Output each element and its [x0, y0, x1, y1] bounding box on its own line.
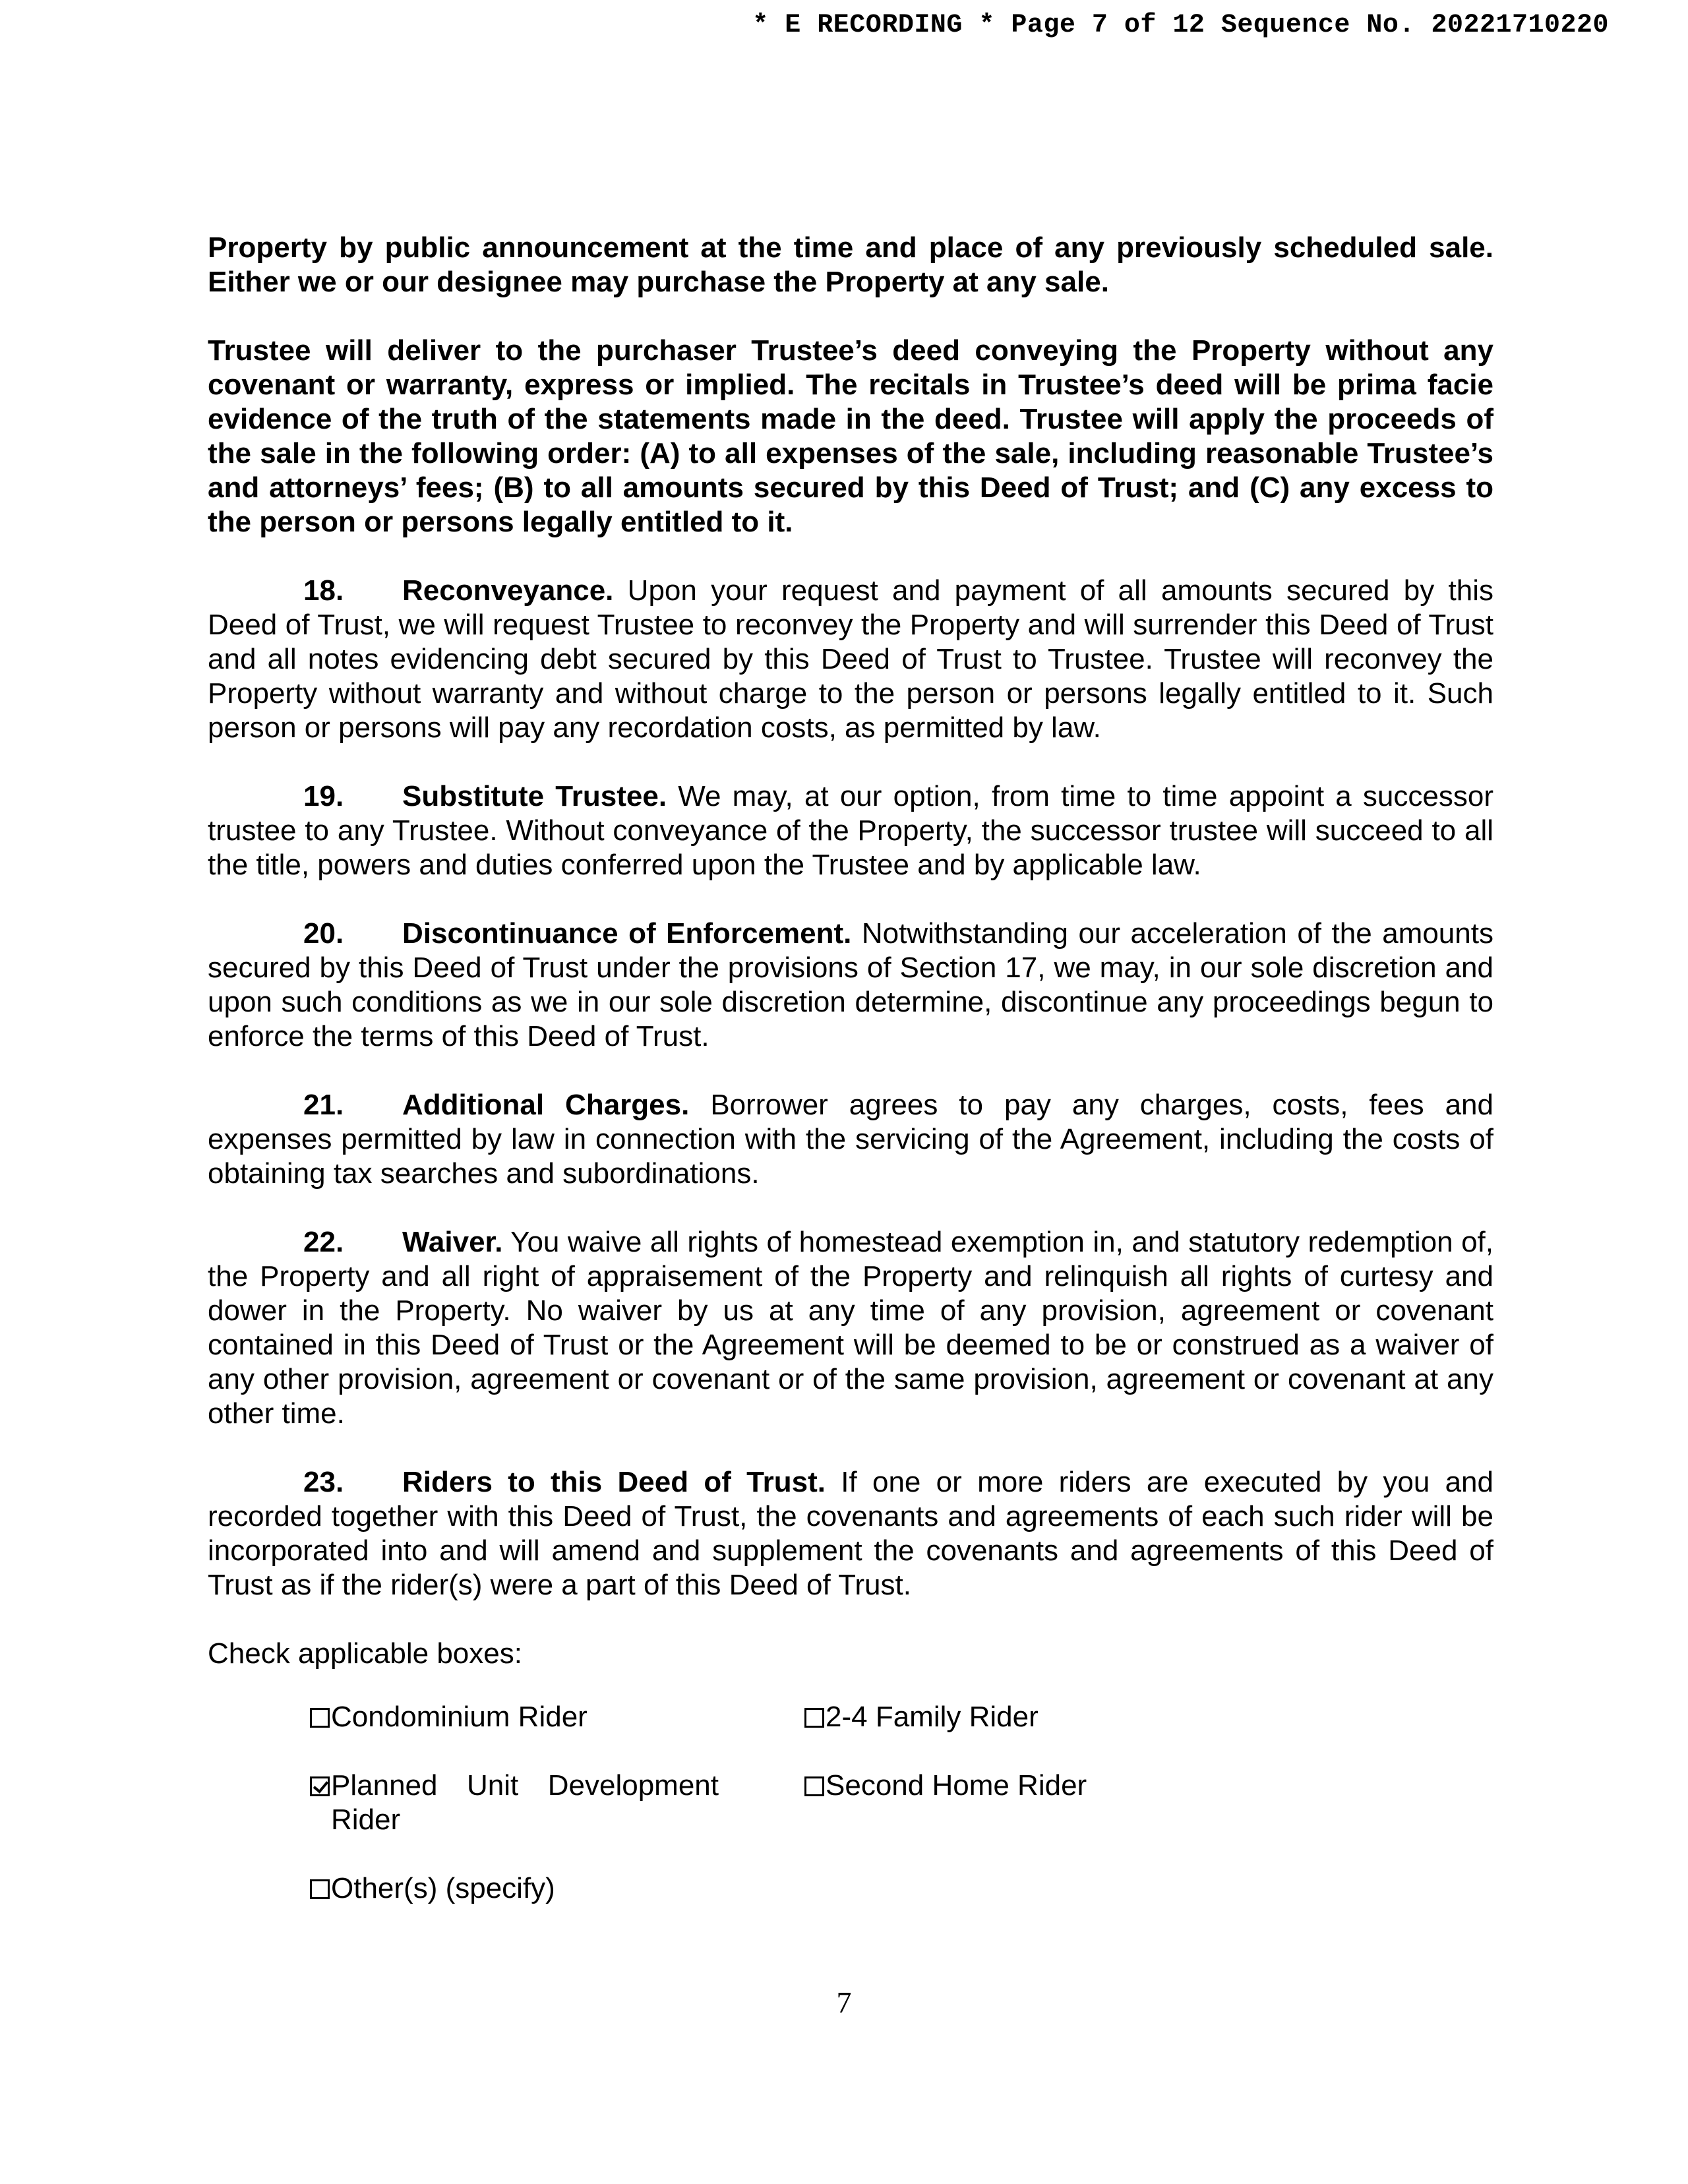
section-19	[208, 779, 1493, 882]
checkbox[interactable]	[804, 1708, 824, 1728]
document-body	[208, 231, 1493, 1951]
condominium-rider-option[interactable]	[310, 1700, 588, 1734]
checkbox-label: Planned Unit Development Rider	[331, 1769, 719, 1836]
checkbox[interactable]	[310, 1879, 330, 1899]
planned-unit-development-rider-option[interactable]	[310, 1769, 719, 1837]
section-title: Additional Charges.	[402, 1089, 690, 1121]
section-body: You waive all rights of homestead exemption in, and statutory redemption of, the Property and all right of appraisement of the Property and relinquish all rights of curtesy and dower in the Property. No waiver by us at any time of any provision, agreement or covenant contained in this Deed of Trust or the Agreement will be deemed to be or construed as a waiver of any other provision, agreement or covenant or of the same provision, agreement or covenant at any other time.	[208, 1226, 1493, 1430]
checkbox-label: Second Home Rider	[826, 1769, 1087, 1802]
checkbox[interactable]	[310, 1708, 330, 1728]
section-title: Substitute Trustee.	[402, 780, 667, 812]
section-body: We may, at our option, from time to time appoint a successor trustee to any Trustee. Without conveyance of the Property, the successor trustee will succeed to all the title, powers and duties conferred upon the Trustee and by applicable law.	[208, 780, 1493, 881]
family-rider-option[interactable]	[804, 1700, 1039, 1734]
section-number: 23.	[303, 1466, 344, 1498]
section-number: 22.	[303, 1226, 344, 1258]
recording-header: * E RECORDING * Page 7 of 12 Sequence No. 20221710220	[752, 11, 1609, 40]
section-title: Riders to this Deed of Trust.	[402, 1466, 826, 1498]
section-number: 21.	[303, 1089, 344, 1121]
section-body: If one or more riders are executed by you and recorded together with this Deed of Trust, the covenants and agreements of each such rider will be incorporated into and will amend and supplement the covenants and agreements of this Deed of Trust as if the rider(s) were a part of this Deed of Trust.	[208, 1466, 1493, 1601]
continued-paragraph: Property by public announcement at the time and place of any previously scheduled sale. Either we or our designee may purchase the Property at any sale.	[208, 231, 1493, 298]
checkbox[interactable]	[804, 1776, 824, 1796]
section-body: Notwithstanding our acceleration of the amounts secured by this Deed of Trust under the provisions of Section 17, we may, in our sole discretion and upon such conditions as we in our sole discretion determine, discontinue any proceedings begun to enforce the terms of this Deed of Trust.	[208, 917, 1493, 1052]
checkbox-label: 2-4 Family Rider	[826, 1701, 1039, 1733]
checkbox-label: Condominium Rider	[331, 1701, 588, 1733]
section-21	[208, 1088, 1493, 1191]
other-rider-option[interactable]	[310, 1871, 555, 1906]
section-number: 20.	[303, 917, 344, 950]
section-20	[208, 917, 1493, 1054]
checkbox-intro: Check applicable boxes:	[208, 1637, 522, 1670]
section-body: Upon your request and payment of all amounts secured by this Deed of Trust, we will request Trustee to reconvey the Property and will surrender this Deed of Trust and all notes evidencing debt secured by this Deed of Trust to Trustee. Trustee will reconvey the Property without warranty and without charge to the person or persons legally entitled to it. Such person or persons will pay any recordation costs, as permitted by law.	[208, 574, 1493, 744]
section-body: Borrower agrees to pay any charges, costs, fees and expenses permitted by law in connection with the servicing of the Agreement, including the costs of obtaining tax searches and subordinations.	[208, 1089, 1493, 1190]
section-number: 18.	[303, 574, 344, 607]
page-number: 7	[836, 1986, 852, 2019]
section-title: Discontinuance of Enforcement.	[402, 917, 852, 950]
section-22	[208, 1225, 1493, 1431]
rider-checkbox-group	[208, 1700, 1493, 1951]
trustee-deed-paragraph: Trustee will deliver to the purchaser Trustee’s deed conveying the Property without any covenant or warranty, express or implied. The recitals in Trustee’s deed will be prima facie evidence of the truth of the statements made in the deed. Trustee will apply the proceeds of the sale in the following order: (A) to all expenses of the sale, including reasonable Trustee’s and attorneys’ fees; (B) to all amounts secured by this Deed of Trust; and (C) any excess to the person or persons legally entitled to it.	[208, 334, 1493, 538]
checkbox-label: Other(s) (specify)	[331, 1872, 555, 1904]
section-number: 19.	[303, 780, 344, 812]
section-18	[208, 574, 1493, 745]
section-title: Waiver.	[402, 1226, 503, 1258]
checkbox-checked[interactable]	[310, 1776, 330, 1796]
section-23	[208, 1465, 1493, 1602]
section-title: Reconveyance.	[402, 574, 614, 607]
second-home-rider-option[interactable]	[804, 1769, 1087, 1803]
